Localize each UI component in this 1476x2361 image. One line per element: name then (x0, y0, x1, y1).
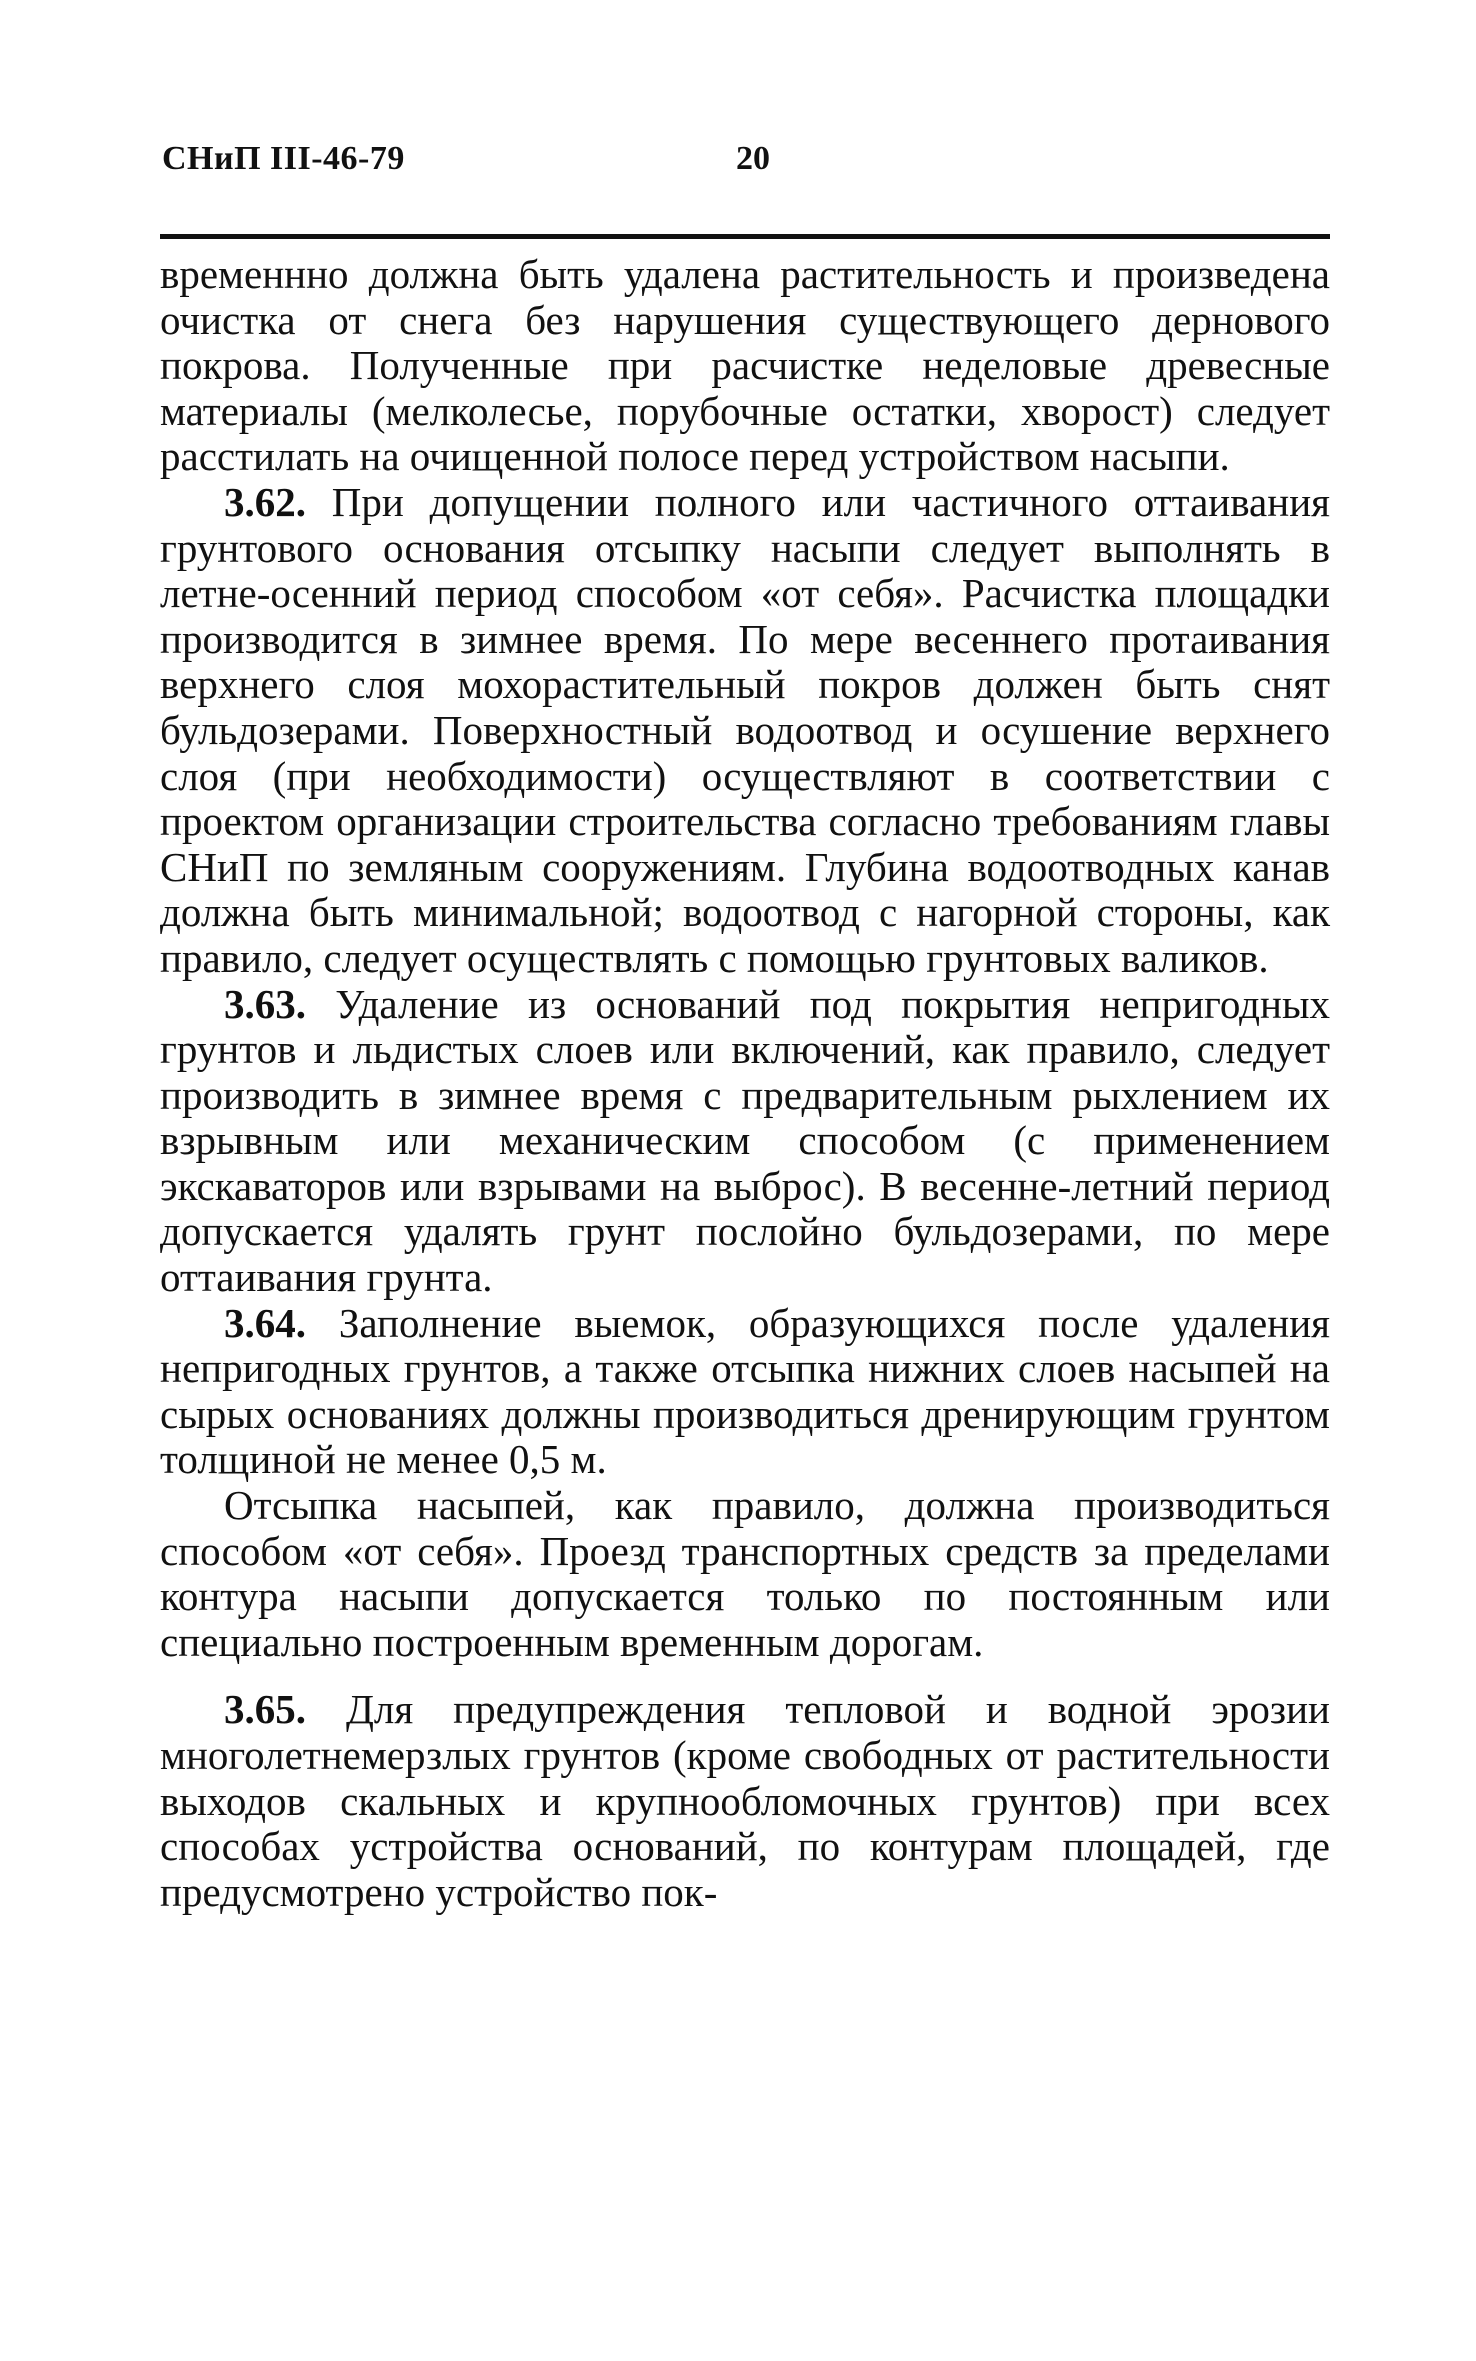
paragraph-text: временнно должна быть удалена растительность и произведена очистка от снега без нарушения существующего дернового покрова. Полученные при расчистке неделовые древесные материалы (мелколесье, порубочные остатки, хворост) следует расстилать на очищенной полосе перед устройством насыпи. (160, 251, 1330, 480)
paragraph-text: Удаление из оснований под покрытия непригодных грунтов и льдистых слоев или включений, как правило, следует производить в зимнее время с предварительным рыхлением их взрывным или механическим способом (с применением экскаваторов или взрывами на выброс). В весенне-летний период допускается удалять грунт послойно бульдозерами, по мере оттаивания грунта. (160, 980, 1330, 1301)
section-number: 3.63. (224, 980, 306, 1027)
paragraph-text: Отсыпка насыпей, как правило, должна производиться способом «от себя». Проезд транспортных средств за пределами контура насыпи допускается только по постоянным или специально построенным временным дорогам. (160, 1482, 1330, 1665)
paragraph-text: Заполнение выемок, образующихся после удаления непригодных грунтов, а также отсыпка нижних слоев насыпей на сырых основаниях должны производиться дренирующим грунтом толщиной не менее 0,5 м. (160, 1299, 1330, 1483)
header-rule (160, 234, 1330, 239)
page-number: 20 (736, 140, 770, 177)
body-text (160, 252, 1330, 1915)
paragraph-3-62 (160, 480, 1330, 982)
paragraph-continuation (160, 252, 1330, 480)
paragraph-text: Для предупреждения тепловой и водной эрозии многолетнемерзлых грунтов (кроме свободных от растительности выходов скальных и крупнообломочных грунтов) при всех способах устройства оснований, по контурам площадей, где предусмотрено устройство пок- (160, 1686, 1330, 1915)
document-code: СНиП III-46-79 (162, 140, 405, 177)
running-header (160, 140, 1330, 190)
section-number: 3.64. (224, 1299, 306, 1346)
paragraph-3-64 (160, 1301, 1330, 1483)
section-number: 3.62. (224, 478, 306, 525)
paragraph-3-63 (160, 982, 1330, 1301)
paragraph-3-64-continued (160, 1483, 1330, 1665)
paragraph-text: При допущении полного или частичного оттаивания грунтового основания отсыпку насыпи следует выполнять в летне-осенний период способом «от себя». Расчистка площадки производится в зимнее время. По мере весеннего протаивания верхнего слоя мохорастительный покров должен быть снят бульдозерами. Поверхностный водоотвод и осушение верхнего слоя (при необходимости) осуществляют в соответствии с проектом организации строительства согласно требованиям главы СНиП по земляным сооружениям. Глубина водоотводных канав должна быть минимальной; водоотвод с нагорной стороны, как правило, следует осуществлять с помощью грунтовых валиков. (160, 478, 1330, 981)
paragraph-3-65 (160, 1687, 1330, 1915)
document-page (160, 140, 1330, 1915)
section-number: 3.65. (224, 1686, 306, 1733)
